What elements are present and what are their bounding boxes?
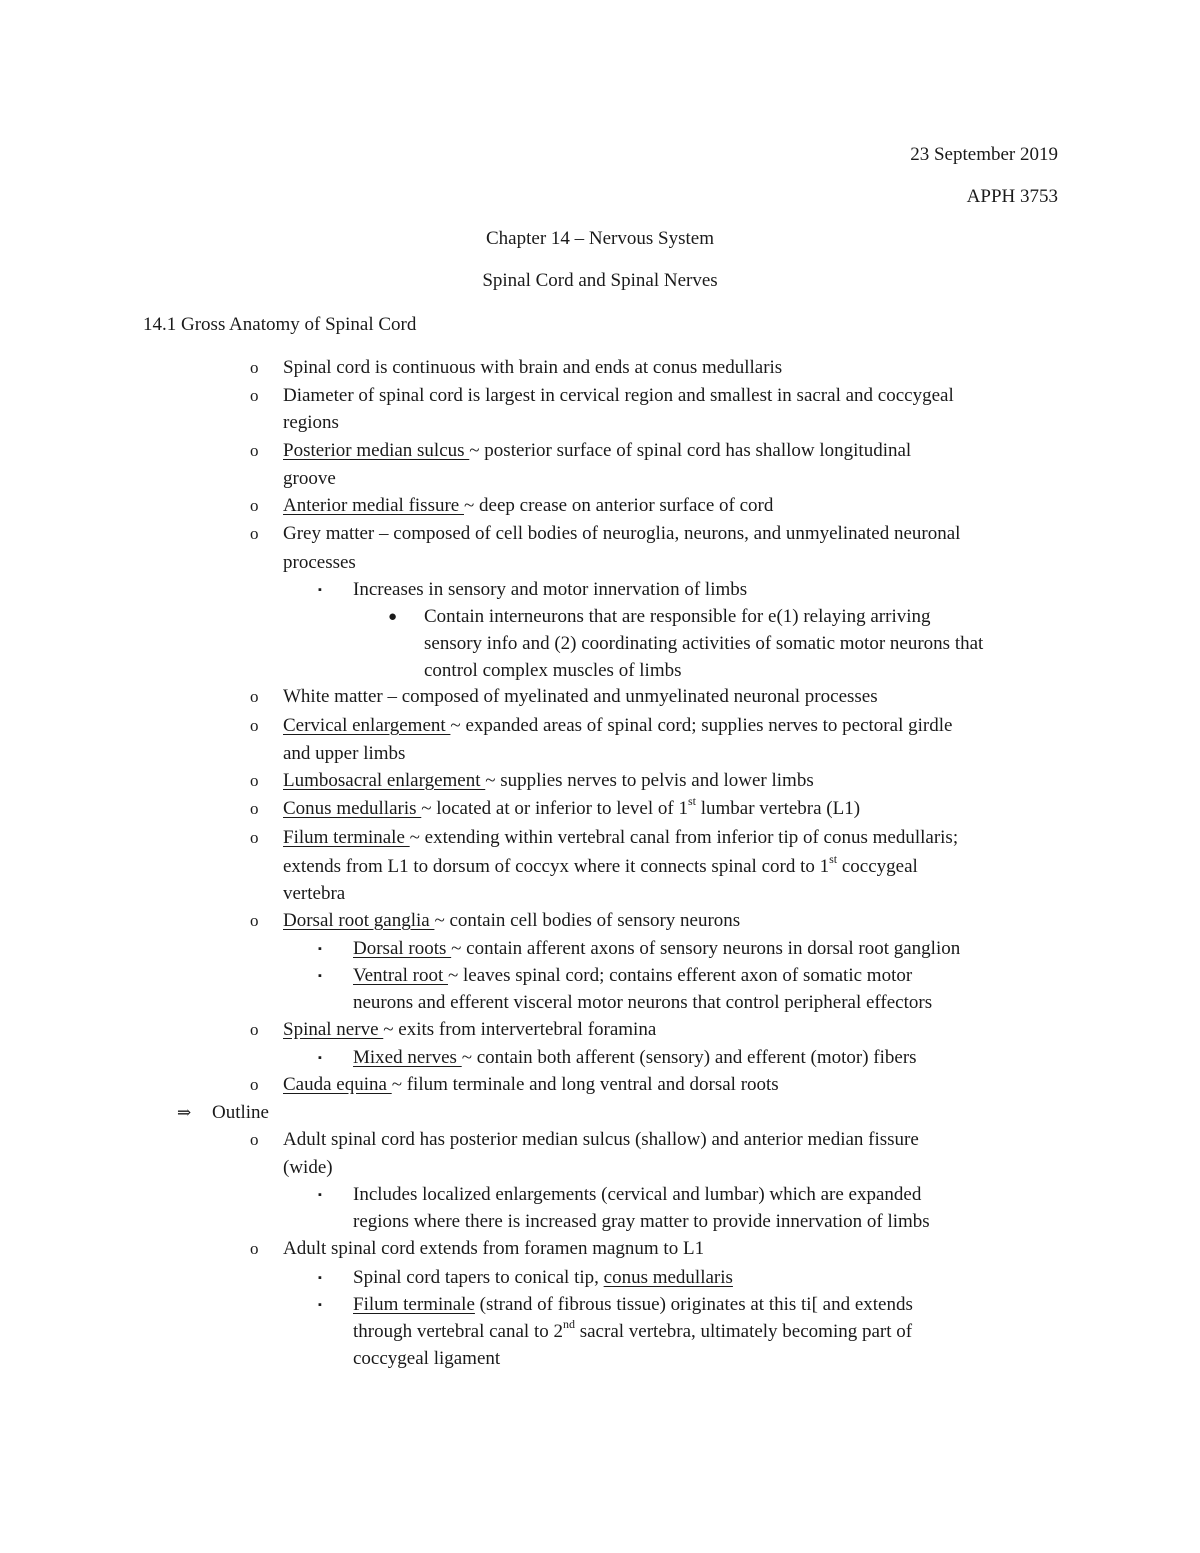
arrow-icon: ⇒ <box>177 1103 192 1122</box>
list-item-continuation: groove <box>283 468 336 489</box>
sub-item-continuation: neurons and efferent visceral motor neurons that control peripheral effectors <box>353 992 933 1013</box>
circle-bullet: o <box>250 496 259 515</box>
sub-sub-item: Contain interneurons that are responsible for e(1) relaying arriving <box>424 606 931 627</box>
chapter-title: Chapter 14 – Nervous System <box>486 228 714 249</box>
list-item: Cauda equina ~ filum terminale and long ventral and dorsal roots <box>283 1074 779 1095</box>
square-bullet: ▪ <box>318 1299 322 1311</box>
sub-item: Ventral root ~ leaves spinal cord; contains efferent axon of somatic motor <box>353 965 913 986</box>
list-item-continuation: vertebra <box>283 883 346 904</box>
outline-item: Adult spinal cord has posterior median sulcus (shallow) and anterior median fissure <box>283 1129 919 1150</box>
term: Filum terminale <box>353 1294 475 1315</box>
circle-bullet: o <box>250 1130 259 1149</box>
term: Conus medullaris <box>283 798 422 819</box>
list-item-continuation: processes <box>283 552 356 573</box>
list-item-continuation: regions <box>283 412 339 433</box>
term: Cauda equina <box>283 1074 392 1095</box>
square-bullet: ▪ <box>318 1052 322 1064</box>
term: Posterior median sulcus <box>283 440 470 461</box>
circle-bullet: o <box>250 771 259 790</box>
term: Mixed nerves <box>353 1047 462 1068</box>
sub-item: Mixed nerves ~ contain both afferent (sensory) and efferent (motor) fibers <box>353 1047 917 1068</box>
outline-sub-item: Filum terminale (strand of fibrous tissue) originates at this ti[ and extends <box>353 1294 913 1315</box>
subtitle: Spinal Cord and Spinal Nerves <box>482 270 718 291</box>
outline-sub-item-continuation: regions where there is increased gray matter to provide innervation of limbs <box>353 1211 930 1232</box>
circle-bullet: o <box>250 687 259 706</box>
square-bullet: ▪ <box>318 1272 322 1284</box>
list-item: Filum terminale ~ extending within vertebral canal from inferior tip of conus medullaris; <box>283 827 959 848</box>
circle-bullet: o <box>250 441 259 460</box>
dot-bullet: ● <box>388 609 398 625</box>
term: conus medullaris <box>603 1267 733 1288</box>
outline-sub-item: Includes localized enlargements (cervical and lumbar) which are expanded <box>353 1184 922 1205</box>
outline-heading: Outline <box>212 1102 269 1123</box>
square-bullet: ▪ <box>318 970 322 982</box>
list-item: Spinal cord is continuous with brain and ends at conus medullaris <box>283 357 783 378</box>
list-item: Grey matter – composed of cell bodies of neuroglia, neurons, and unmyelinated neuronal <box>283 523 961 544</box>
outline-sub-item-continuation: coccygeal ligament <box>353 1348 501 1369</box>
circle-bullet: o <box>250 1020 259 1039</box>
sub-item: Dorsal roots ~ contain afferent axons of sensory neurons in dorsal root ganglion <box>353 938 961 959</box>
sub-item: Increases in sensory and motor innervation of limbs <box>353 579 748 600</box>
term: Ventral root <box>353 965 448 986</box>
list-item: Lumbosacral enlargement ~ supplies nerves to pelvis and lower limbs <box>283 770 814 791</box>
term: Dorsal roots <box>353 938 452 959</box>
list-item-continuation: extends from L1 to dorsum of coccyx where it connects spinal cord to 1st coccygeal <box>283 851 918 877</box>
sub-sub-item-continuation: control complex muscles of limbs <box>424 660 682 681</box>
date: 23 September 2019 <box>910 144 1058 165</box>
circle-bullet: o <box>250 716 259 735</box>
square-bullet: ▪ <box>318 943 322 955</box>
term: Cervical enlargement <box>283 715 451 736</box>
list-item: Anterior medial fissure ~ deep crease on anterior surface of cord <box>283 495 774 516</box>
square-bullet: ▪ <box>318 1189 322 1201</box>
outline-item: Adult spinal cord extends from foramen magnum to L1 <box>283 1238 705 1259</box>
term: Lumbosacral enlargement <box>283 770 486 791</box>
section-heading: 14.1 Gross Anatomy of Spinal Cord <box>143 314 417 335</box>
term: Anterior medial fissure <box>283 495 464 516</box>
outline-sub-item: Spinal cord tapers to conical tip, conus medullaris <box>353 1267 733 1288</box>
circle-bullet: o <box>250 1239 259 1258</box>
square-bullet: ▪ <box>318 584 322 596</box>
term: Spinal nerve <box>283 1019 384 1040</box>
circle-bullet: o <box>250 799 259 818</box>
list-item-continuation: and upper limbs <box>283 743 406 764</box>
circle-bullet: o <box>250 828 259 847</box>
term: Filum terminale <box>283 827 410 848</box>
outline-sub-item-continuation: through vertebral canal to 2nd sacral vertebra, ultimately becoming part of <box>353 1316 913 1342</box>
circle-bullet: o <box>250 524 259 543</box>
circle-bullet: o <box>250 386 259 405</box>
list-item: Posterior median sulcus ~ posterior surface of spinal cord has shallow longitudinal <box>283 440 912 461</box>
term: Dorsal root ganglia <box>283 910 435 931</box>
sub-sub-item-continuation: sensory info and (2) coordinating activities of somatic motor neurons that <box>424 633 984 654</box>
list-item: Dorsal root ganglia ~ contain cell bodies of sensory neurons <box>283 910 741 931</box>
list-item: Diameter of spinal cord is largest in cervical region and smallest in sacral and coccygeal <box>283 385 954 406</box>
circle-bullet: o <box>250 358 259 377</box>
course-code: APPH 3753 <box>966 186 1058 207</box>
list-item: White matter – composed of myelinated and unmyelinated neuronal processes <box>283 686 878 707</box>
list-item: Conus medullaris ~ located at or inferior to level of 1st lumbar vertebra (L1) <box>283 793 861 819</box>
list-item: Spinal nerve ~ exits from intervertebral foramina <box>283 1019 657 1040</box>
outline-item-continuation: (wide) <box>283 1157 333 1178</box>
list-item: Cervical enlargement ~ expanded areas of spinal cord; supplies nerves to pectoral girdle <box>283 715 953 736</box>
circle-bullet: o <box>250 911 259 930</box>
circle-bullet: o <box>250 1075 259 1094</box>
